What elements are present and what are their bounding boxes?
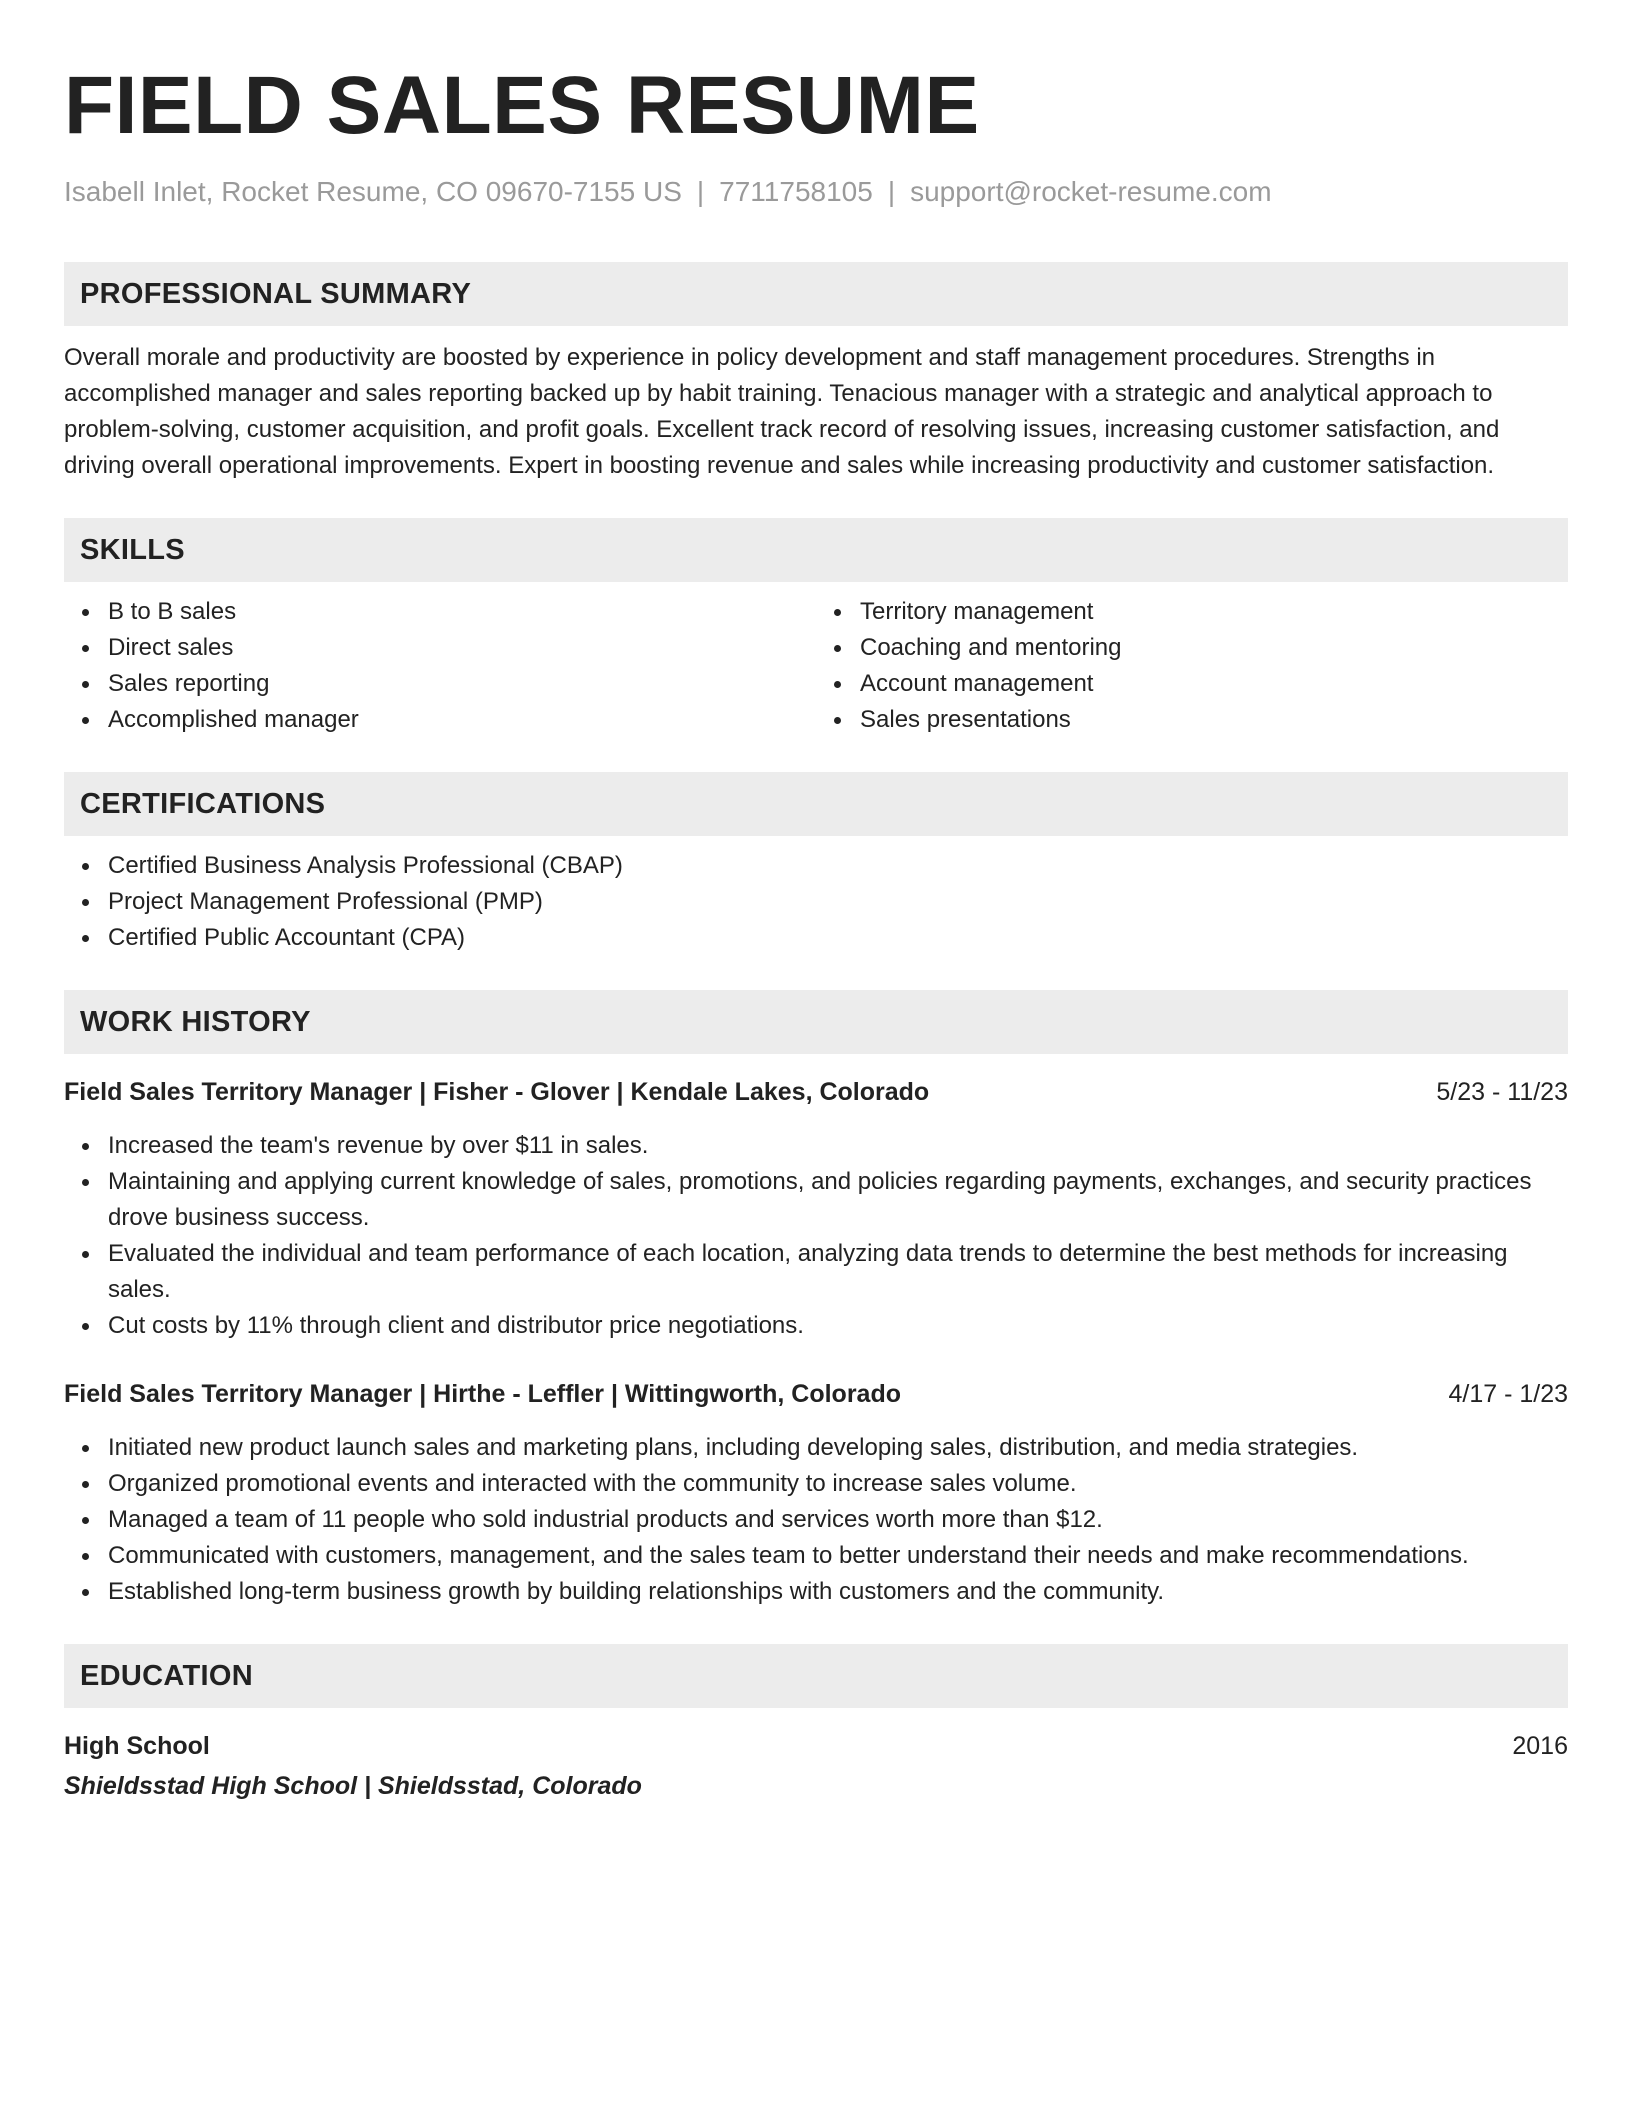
job-dates: 5/23 - 11/23	[1436, 1078, 1568, 1106]
list-item: Certified Business Analysis Professional (CBAP)	[108, 848, 1568, 884]
list-item: Increased the team's revenue by over $11 in sales.	[108, 1128, 1568, 1164]
skills-list-right	[816, 594, 1568, 738]
section-heading-skills: SKILLS	[64, 518, 1568, 582]
job-bullets	[64, 1128, 1568, 1344]
list-item: Certified Public Accountant (CPA)	[108, 920, 1568, 956]
job-title: Field Sales Territory Manager | Fisher - Glover | Kendale Lakes, Colorado	[64, 1078, 930, 1106]
section-heading-certifications: CERTIFICATIONS	[64, 772, 1568, 836]
contact-email: support@rocket-resume.com	[910, 176, 1272, 207]
section-summary	[64, 262, 1568, 484]
job-dates: 4/17 - 1/23	[1448, 1380, 1568, 1408]
job-bullets	[64, 1430, 1568, 1610]
list-item: Territory management	[860, 594, 1568, 630]
summary-body	[64, 340, 1568, 484]
list-item: Organized promotional events and interacted with the community to increase sales volume.	[108, 1466, 1568, 1502]
contact-phone: 7711758105	[719, 176, 873, 207]
skills-list-left	[64, 594, 816, 738]
job-entry	[64, 1074, 1568, 1344]
certifications-list	[64, 848, 1568, 956]
list-item: Sales reporting	[108, 666, 816, 702]
job-entry	[64, 1376, 1568, 1610]
job-header	[64, 1074, 1568, 1110]
list-item: Initiated new product launch sales and marketing plans, including developing sales, distribution, and media strategies.	[108, 1430, 1568, 1466]
contact-separator: |	[696, 176, 705, 207]
education-year: 2016	[1512, 1732, 1568, 1760]
section-heading-work-history: WORK HISTORY	[64, 990, 1568, 1054]
contact-separator: |	[887, 176, 896, 207]
contact-address: Isabell Inlet, Rocket Resume, CO 09670-7155 US	[64, 176, 682, 207]
section-heading-education: EDUCATION	[64, 1644, 1568, 1708]
resume-title: FIELD SALES RESUME	[64, 60, 980, 151]
skills-grid	[64, 594, 1568, 738]
education-degree: High School	[64, 1732, 210, 1760]
list-item: Coaching and mentoring	[860, 630, 1568, 666]
education-school: Shieldsstad High School | Shieldsstad, Colorado	[64, 1772, 642, 1800]
list-item: B to B sales	[108, 594, 816, 630]
work-history-body	[64, 1074, 1568, 1610]
certifications-body	[64, 848, 1568, 956]
list-item: Maintaining and applying current knowledge of sales, promotions, and policies regarding payments, exchanges, and security practices drove business success.	[108, 1164, 1568, 1236]
section-certifications	[64, 772, 1568, 956]
section-work-history	[64, 990, 1568, 1610]
job-header	[64, 1376, 1568, 1412]
list-item: Communicated with customers, management, and the sales team to better understand their needs and make recommendations.	[108, 1538, 1568, 1574]
job-title: Field Sales Territory Manager | Hirthe - Leffler | Wittingworth, Colorado	[64, 1380, 901, 1408]
summary-text: Overall morale and productivity are boosted by experience in policy development and staff management procedures. Strengths in accomplished manager and sales reporting backed up by habit training. Tenacious manager with a strategic and analytical approach to problem-solving, customer acquisition, and profit goals. Excellent track record of resolving issues, increasing customer satisfaction, and driving overall operational improvements. Expert in boosting revenue and sales while increasing productivity and customer satisfaction.	[64, 344, 1500, 479]
section-skills	[64, 518, 1568, 738]
list-item: Established long-term business growth by building relationships with customers and the community.	[108, 1574, 1568, 1610]
list-item: Sales presentations	[860, 702, 1568, 738]
list-item: Evaluated the individual and team performance of each location, analyzing data trends to determine the best methods for increasing sales.	[108, 1236, 1568, 1308]
list-item: Managed a team of 11 people who sold industrial products and services worth more than $12.	[108, 1502, 1568, 1538]
contact-line	[64, 174, 1568, 210]
list-item: Account management	[860, 666, 1568, 702]
education-header	[64, 1728, 1568, 1764]
section-education	[64, 1644, 1568, 1804]
section-heading-summary: PROFESSIONAL SUMMARY	[64, 262, 1568, 326]
list-item: Direct sales	[108, 630, 816, 666]
list-item: Cut costs by 11% through client and distributor price negotiations.	[108, 1308, 1568, 1344]
list-item: Accomplished manager	[108, 702, 816, 738]
list-item: Project Management Professional (PMP)	[108, 884, 1568, 920]
